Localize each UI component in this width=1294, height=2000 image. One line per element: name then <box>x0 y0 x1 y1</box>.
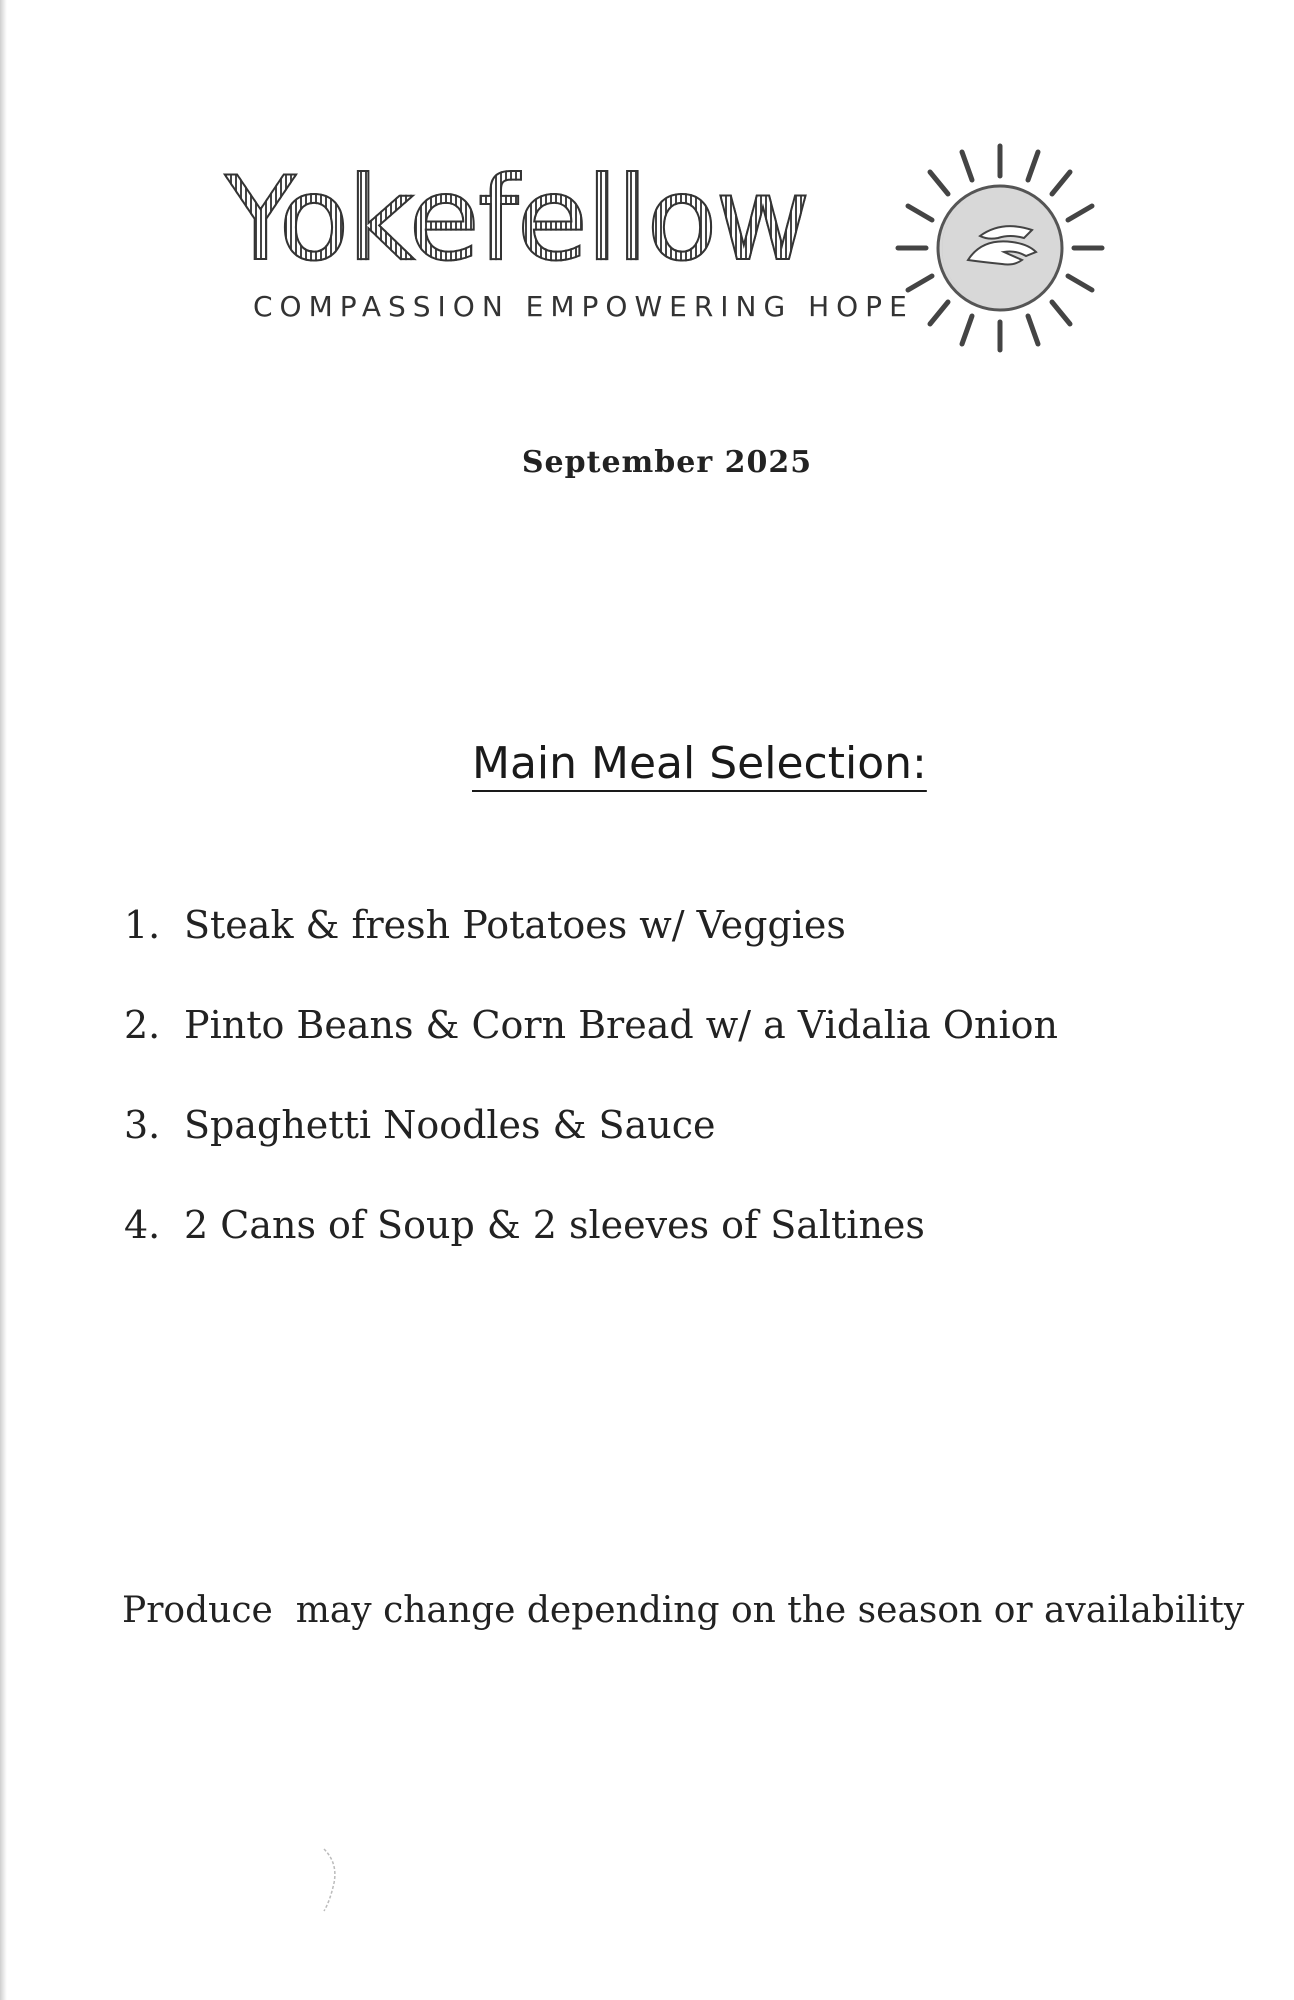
meal-number: 3. <box>124 1103 161 1147</box>
scan-edge <box>0 0 7 2000</box>
meal-number: 2. <box>124 1003 161 1047</box>
sun-hands-icon <box>880 128 1120 368</box>
month-title: September 2025 <box>521 445 813 480</box>
logo-tagline: COMPASSION EMPOWERING HOPE <box>253 290 914 323</box>
list-item <box>124 1200 1058 1300</box>
meal-list <box>124 900 1058 1300</box>
meal-text: Pinto Beans & Corn Bread w/ a Vidalia Onion <box>184 1003 1058 1047</box>
list-item <box>124 1100 1058 1200</box>
section-heading: Main Meal Selection: <box>472 738 927 789</box>
list-item <box>124 900 1058 1000</box>
meal-number: 4. <box>124 1203 161 1247</box>
list-item <box>124 1000 1058 1100</box>
meal-text: Steak & fresh Potatoes w/ Veggies <box>184 903 846 947</box>
logo-wordmark: Yokefellow <box>225 150 808 290</box>
meal-text: 2 Cans of Soup & 2 sleeves of Saltines <box>184 1203 925 1247</box>
meal-number: 1. <box>124 903 161 947</box>
pencil-mark <box>318 1845 348 1915</box>
footer-note: Produce may change depending on the season or availability <box>122 1590 1245 1631</box>
meal-text: Spaghetti Noodles & Sauce <box>184 1103 716 1147</box>
